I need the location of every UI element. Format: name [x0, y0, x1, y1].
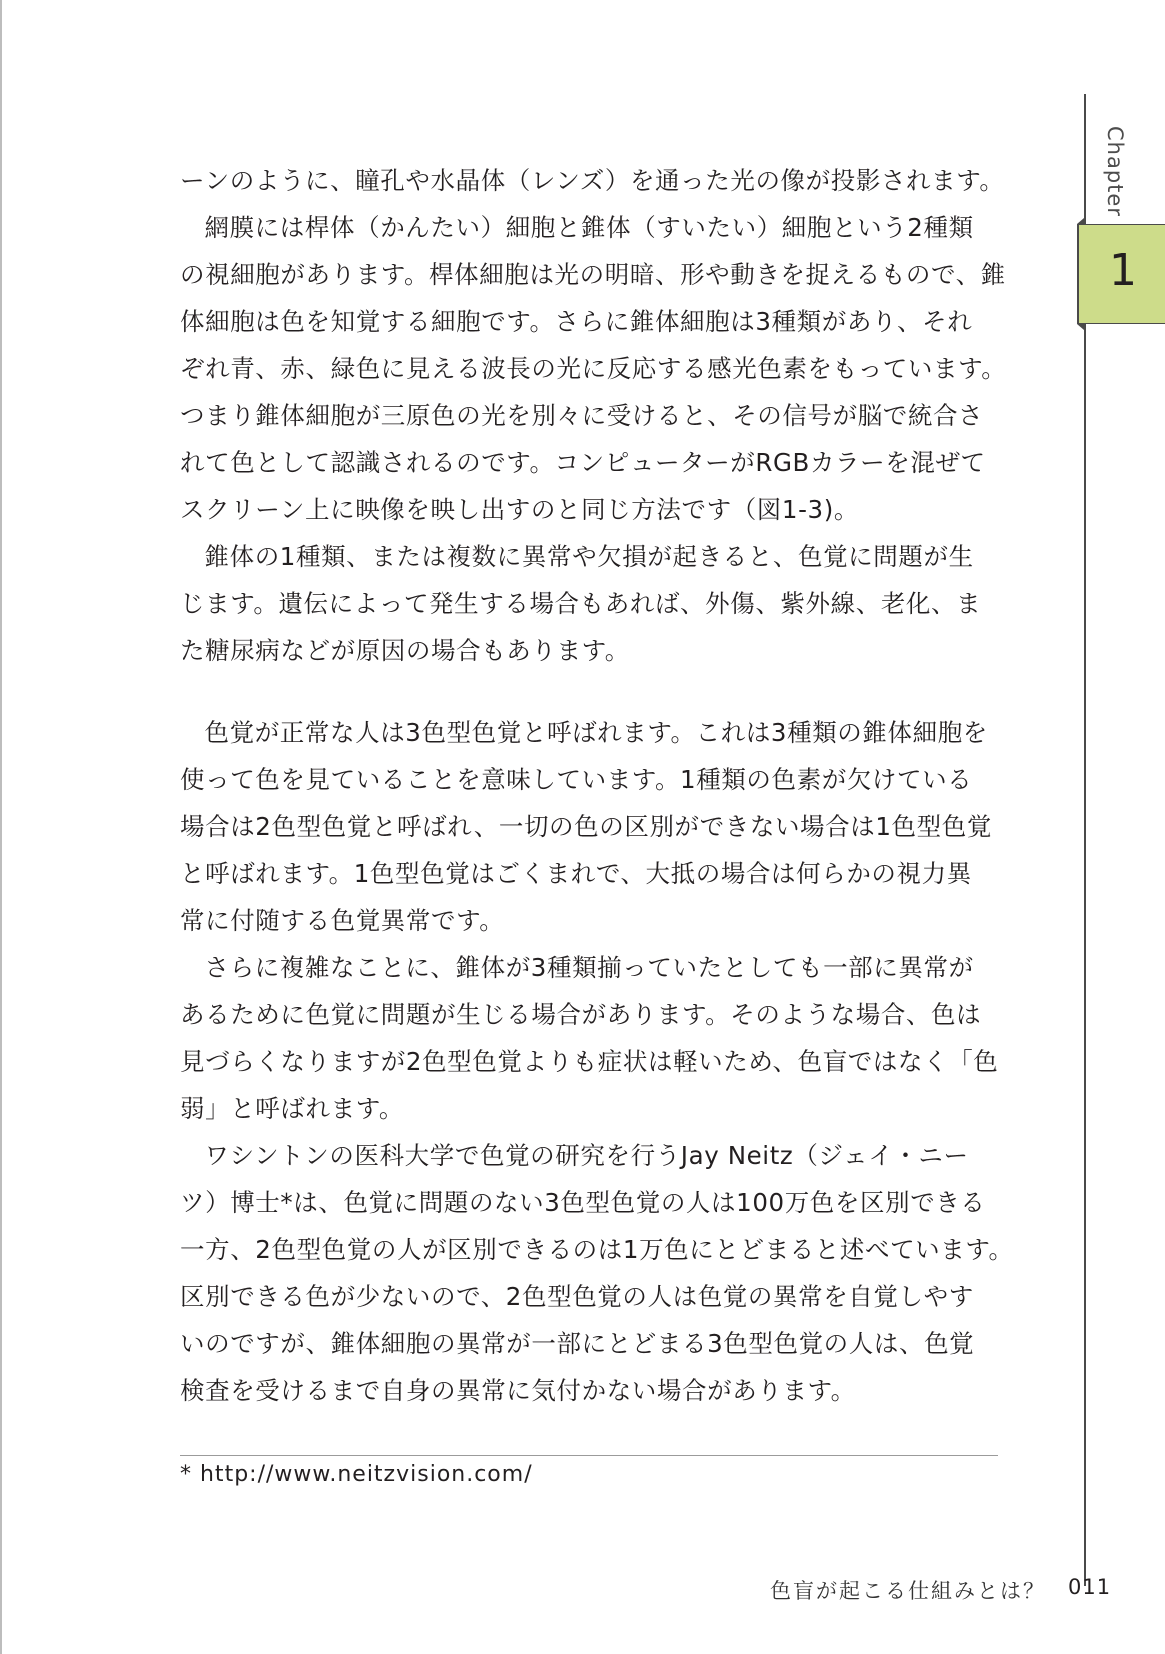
- text-line: ツ）博士*は、色覚に問題のない3色型色覚の人は100万色を区別できる: [180, 1188, 986, 1217]
- text-line: れて色として認識されるのです。コンピューターがRGBカラーを混ぜて: [180, 448, 986, 477]
- text-line: 色覚が正常な人は3色型色覚と呼ばれます。これは3種類の錐体細胞を: [204, 718, 988, 747]
- chapter-tab-notch-bottom: [1077, 324, 1084, 330]
- text-line: た糖尿病などが原因の場合もあります。: [180, 636, 630, 665]
- paragraph: [180, 157, 1010, 204]
- text-line: 使って色を見ていることを意味しています。1種類の色素が欠けている: [180, 765, 973, 794]
- text-line: 見づらくなりますが2色型色覚よりも症状は軽いため、色盲ではなく「色: [180, 1047, 999, 1076]
- page-number: 011: [1068, 1575, 1112, 1599]
- paragraph: [180, 204, 1010, 533]
- text-line: つまり錐体細胞が三原色の光を別々に受けると、その信号が脳で統合さ: [180, 401, 984, 430]
- text-line: 検査を受けるまで自身の異常に気付かない場合があります。: [180, 1376, 856, 1405]
- paragraph: [180, 533, 1010, 674]
- body-section-1: [180, 157, 1010, 674]
- text-line: ワシントンの医科大学で色覚の研究を行うJay Neitz（ジェイ・ニー: [204, 1141, 969, 1170]
- chapter-tab: [1077, 224, 1165, 324]
- paragraph: [180, 709, 1010, 944]
- text-line: 網膜には桿体（かんたい）細胞と錐体（すいたい）細胞という2種類: [204, 213, 974, 242]
- text-line: あるために色覚に問題が生じる場合があります。そのような場合、色は: [180, 1000, 982, 1029]
- text-line: ーンのように、瞳孔や水晶体（レンズ）を通った光の像が投影されます。: [180, 166, 1005, 195]
- footnote: * http://www.neitzvision.com/: [180, 1462, 533, 1487]
- footnote-divider: [180, 1455, 998, 1456]
- text-line: 常に付随する色覚異常です。: [180, 906, 505, 935]
- text-line: 場合は2色型色覚と呼ばれ、一切の色の区別ができない場合は1色型色覚: [180, 812, 992, 841]
- running-title: 色盲が起こる仕組みとは？: [770, 1579, 1046, 1603]
- text-line: 体細胞は色を知覚する細胞です。さらに錐体細胞は3種類があり、それ: [180, 307, 973, 336]
- page-left-edge: [0, 0, 2, 1654]
- text-line: さらに複雑なことに、錐体が3種類揃っていたとしても一部に異常が: [204, 953, 974, 982]
- main-text: [180, 157, 1014, 1414]
- paragraph: [180, 1132, 1014, 1414]
- text-line: 区別できる色が少ないので、2色型色覚の人は色覚の異常を自覚しやす: [180, 1282, 974, 1311]
- chapter-number: 1: [1109, 245, 1137, 296]
- text-line: じます。遺伝によって発生する場合もあれば、外傷、紫外線、老化、ま: [180, 589, 982, 618]
- text-line: の視細胞があります。桿体細胞は光の明暗、形や動きを捉えるもので、錐: [180, 260, 1006, 289]
- text-line: 錐体の1種類、または複数に異常や欠損が起きると、色覚に問題が生: [204, 542, 974, 571]
- text-line: 一方、2色型色覚の人が区別できるのは1万色にとどまると述べています。: [180, 1235, 1014, 1264]
- text-line: スクリーン上に映像を映し出すのと同じ方法です（図1-3)。: [180, 495, 859, 524]
- text-line: いのですが、錐体細胞の異常が一部にとどまる3色型色覚の人は、色覚: [180, 1329, 975, 1358]
- section-spacer: [180, 674, 1010, 709]
- paragraph: [180, 944, 1010, 1132]
- text-line: と呼ばれます。1色型色覚はごくまれで、大抵の場合は何らかの視力異: [180, 859, 972, 888]
- text-line: ぞれ青、赤、緑色に見える波長の光に反応する感光色素をもっています。: [180, 354, 1007, 383]
- body-section-2: [180, 709, 1014, 1414]
- text-line: 弱」と呼ばれます。: [180, 1094, 404, 1123]
- chapter-label: Chapter: [1103, 126, 1127, 217]
